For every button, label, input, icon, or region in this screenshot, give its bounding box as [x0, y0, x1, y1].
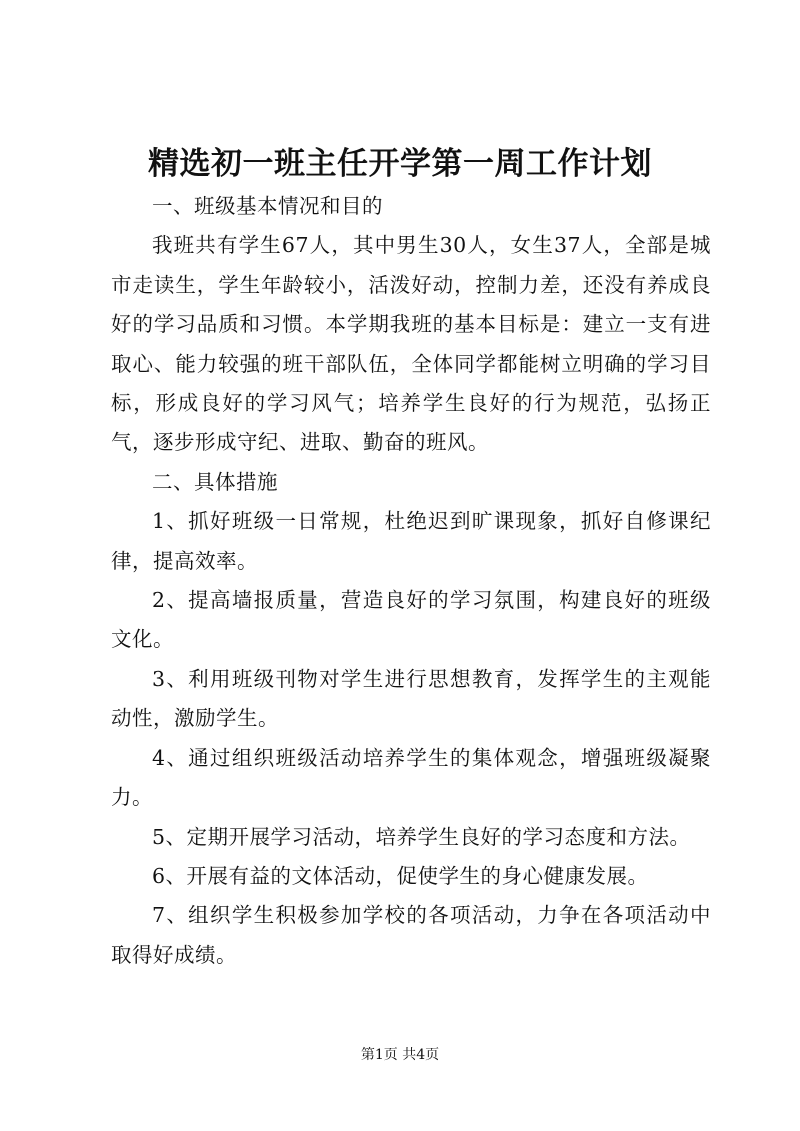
measure-item-1: 1、抓好班级一日常规，杜绝迟到旷课现象，抓好自修课纪律，提高效率。	[111, 509, 711, 573]
section-heading-basic-info: 一、班级基本情况和目的	[152, 194, 383, 218]
measure-item-6: 6、开展有益的文体活动，促使学生的身心健康发展。	[152, 863, 649, 888]
measure-item-4: 4、通过组织班级活动培养学生的集体观念，增强班级凝聚力。	[111, 745, 711, 810]
section-heading-measures: 二、具体措施	[152, 469, 278, 494]
document-body	[111, 187, 711, 975]
document-title: 精选初一班主任开学第一周工作计划	[148, 146, 652, 182]
paragraph-class-overview: 我班共有学生67人，其中男生30人，女生37人，全部是城市走读生，学生年龄较小，活泼好动，控制力差，还没有养成良好的学习品质和习惯。本学期我班的基本目标是：建立一支有进取心、能力较强的班干部队伍，全体同学都能树立明确的学习目标，形成良好的学习风气；培养学生良好的行为规范，弘扬正气，逐步形成守纪、进取、勤奋的班风。	[111, 233, 711, 455]
measure-item-3: 3、利用班级刊物对学生进行思想教育，发挥学生的主观能动性，激励学生。	[111, 666, 711, 731]
measure-item-7: 7、组织学生积极参加学校的各项活动，力争在各项活动中取得好成绩。	[111, 903, 711, 967]
measure-item-5: 5、定期开展学习活动，培养学生良好的学习态度和方法。	[152, 824, 691, 849]
page-footer: 第1页 共4页	[360, 1047, 440, 1063]
measure-item-2: 2、提高墙报质量，营造良好的学习氛围，构建良好的班级文化。	[111, 588, 711, 652]
